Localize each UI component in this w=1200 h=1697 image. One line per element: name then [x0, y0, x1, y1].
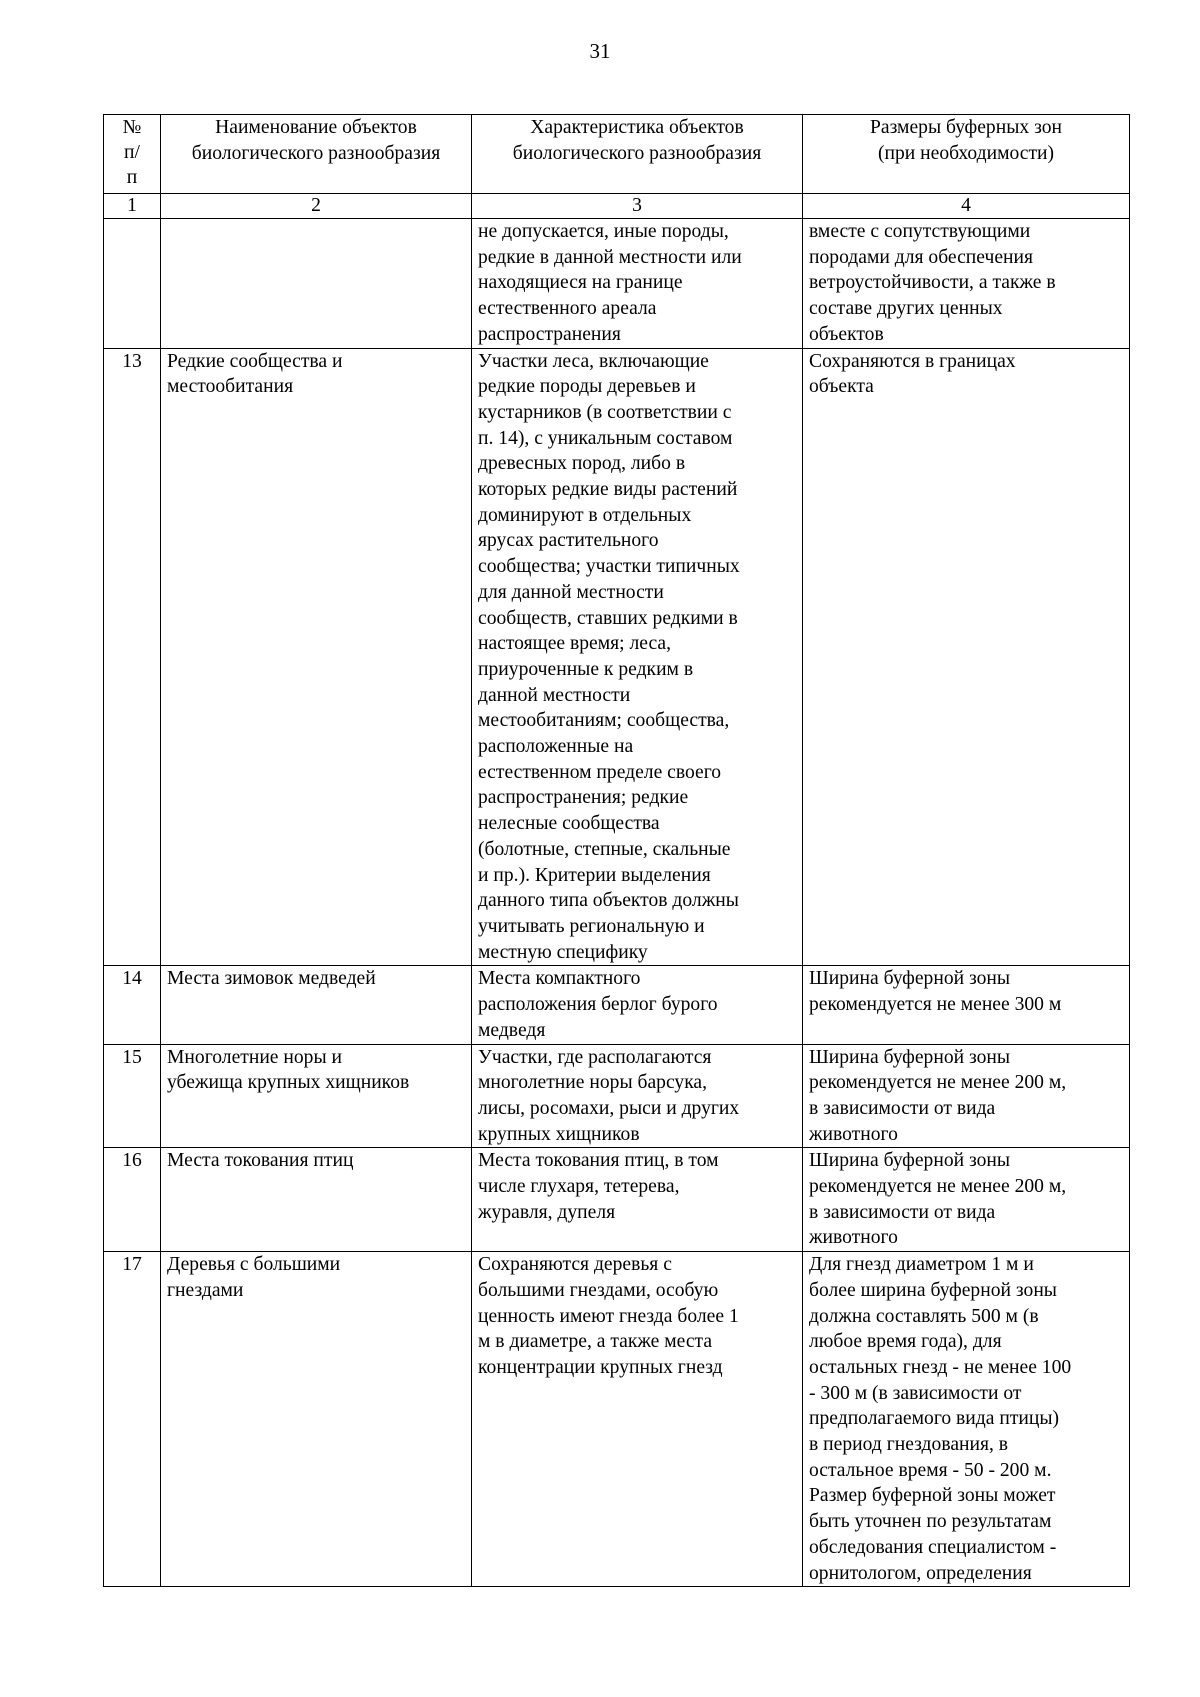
header-object-name: Наименование объектов биологического разнообразия [161, 115, 472, 194]
page-number: 31 [589, 39, 611, 63]
row-number: 14 [104, 966, 161, 1044]
header-characteristics: Характеристика объектов биологического разнообразия [472, 115, 803, 194]
object-characteristics: Участки леса, включающие редкие породы деревьев и кустарников (в соответствии с п. 14), с уникальным составом древесных пород, либо в которых редкие виды растений доминируют в отдельных ярусах растительного сообщества; участки типичных для данной местности сообществ, ставших редкими в настоящее время; леса, приуроченные к редким в данной местности местообитаниям; сообщества, расположенные на естественном пределе своего распространения; редкие нелесные сообщества (болотные, степные, скальные и пр.). Критерии выделения данного типа объектов должны учитывать региональную и местную специфику [472, 348, 803, 966]
object-name: Редкие сообщества и местообитания [161, 348, 472, 966]
buffer-zone-size: Ширина буферной зоны рекомендуется не менее 200 м, в зависимости от вида животного [803, 1044, 1130, 1148]
column-index-row [104, 194, 1130, 219]
column-index: 3 [472, 194, 803, 219]
object-characteristics: Места токования птиц, в том числе глухаря, тетерева, журавля, дупеля [472, 1148, 803, 1252]
buffer-zone-size: Ширина буферной зоны рекомендуется не менее 200 м, в зависимости от вида животного [803, 1148, 1130, 1252]
table-row [104, 219, 1130, 349]
buffer-zone-size: Для гнезд диаметром 1 м и более ширина буферной зоны должна составлять 500 м (в любое время года), для остальных гнезд - не менее 100 - 300 м (в зависимости от предполагаемого вида птицы) в период гнездования, в остальное время - 50 - 200 м. Размер буферной зоны может быть уточнен по результатам обследования специалистом - орнитологом, определения [803, 1252, 1130, 1587]
object-name: Места токования птиц [161, 1148, 472, 1252]
row-number: 16 [104, 1148, 161, 1252]
biodiversity-objects-table [103, 114, 1130, 1587]
table-row [104, 1252, 1130, 1587]
row-number [104, 219, 161, 349]
object-characteristics: не допускается, иные породы, редкие в данной местности или находящиеся на границе естественного ареала распространения [472, 219, 803, 349]
table-row [104, 348, 1130, 966]
table-row [104, 966, 1130, 1044]
row-number: 13 [104, 348, 161, 966]
header-buffer-zone: Размеры буферных зон (при необходимости) [803, 115, 1130, 194]
row-number: 17 [104, 1252, 161, 1587]
buffer-zone-size: вместе с сопутствующими породами для обеспечения ветроустойчивости, а также в составе других ценных объектов [803, 219, 1130, 349]
object-characteristics: Сохраняются деревья с большими гнездами, особую ценность имеют гнезда более 1 м в диаметре, а также места концентрации крупных гнезд [472, 1252, 803, 1587]
column-index: 1 [104, 194, 161, 219]
table-row [104, 1044, 1130, 1148]
table-header-row [104, 115, 1130, 194]
column-index: 4 [803, 194, 1130, 219]
object-name: Деревья с большими гнездами [161, 1252, 472, 1587]
table-row [104, 1148, 1130, 1252]
object-characteristics: Участки, где располагаются многолетние норы барсука, лисы, росомахи, рыси и других крупных хищников [472, 1044, 803, 1148]
object-name [161, 219, 472, 349]
object-name: Места зимовок медведей [161, 966, 472, 1044]
object-name: Многолетние норы и убежища крупных хищников [161, 1044, 472, 1148]
buffer-zone-size: Сохраняются в границах объекта [803, 348, 1130, 966]
object-characteristics: Места компактного расположения берлог бурого медведя [472, 966, 803, 1044]
buffer-zone-size: Ширина буферной зоны рекомендуется не менее 300 м [803, 966, 1130, 1044]
header-number: № п/ п [104, 115, 161, 194]
column-index: 2 [161, 194, 472, 219]
row-number: 15 [104, 1044, 161, 1148]
